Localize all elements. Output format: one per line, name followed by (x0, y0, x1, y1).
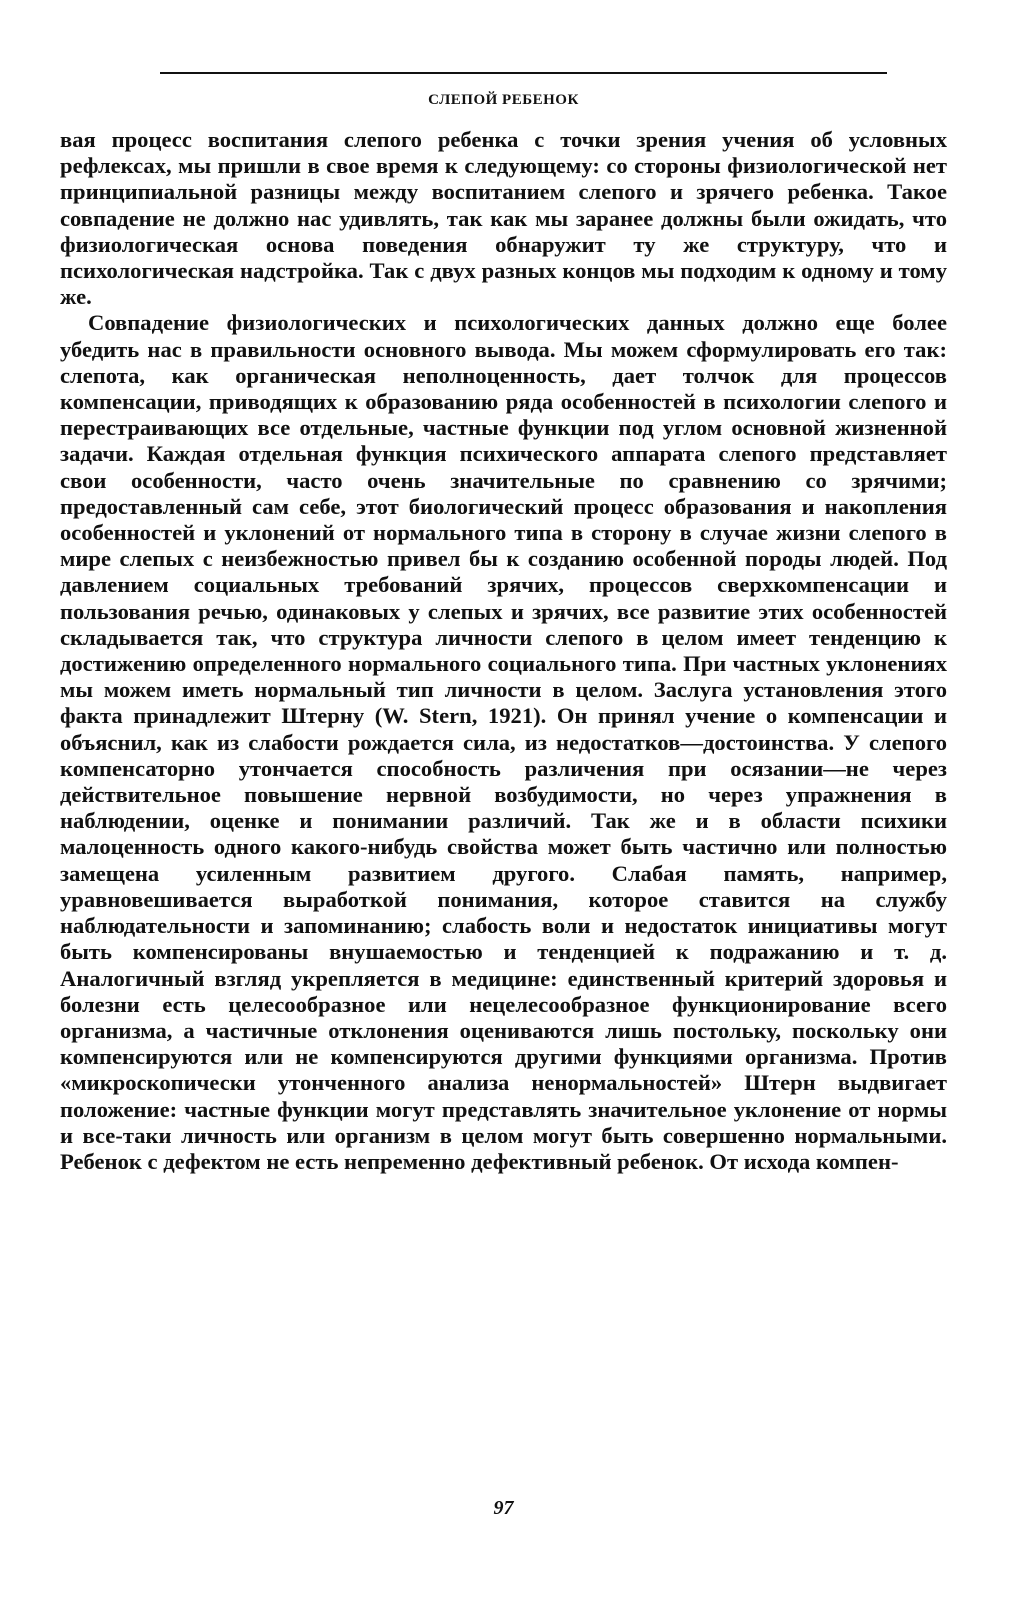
page-number: 97 (493, 1497, 514, 1519)
body-text (60, 127, 947, 1175)
paragraph: Совпадение физиологических и психологических данных должно еще более убедить нас в правильности основного вывода. Мы можем сформулировать его так: слепота, как органическая неполноценность, дает толчок для процессов компенсации, приводящих к образованию ряда особенностей в психологии слепого и перестраивающих все отдельные, частные функции под углом основной жизненной задачи. Каждая отдельная функция психического аппарата слепого представляет свои особенности, часто очень значительные по сравнению со зрячими; предоставленный сам себе, этот биологический процесс образования и накопления особенностей и уклонений от нормального типа в сторону в случае жизни слепого в мире слепых с неизбежностью привел бы к созданию особенной породы людей. Под давлением социальных требований зрячих, процессов сверхкомпенсации и пользования речью, одинаковых у слепых и зрячих, все развитие этих особенностей складывается так, что структура личности слепого в целом имеет тенденцию к достижению определенного нормального социального типа. При частных уклонениях мы можем иметь нормальный тип личности в целом. Заслуга установления этого факта принадлежит Штерну (W. Stern, 1921). Он принял учение о компенсации и объяснил, как из слабости рождается сила, из недостатков—достоинства. У слепого компенсаторно утончается способность различения при осязании—не через действительное повышение нервной возбудимости, но через упражнения в наблюдении, оценке и понимании различий. Так же и в области психики малоценность одного какого-нибудь свойства может быть частично или полностью замещена усиленным развитием другого. Слабая память, например, уравновешивается выработкой понимания, которое ставится на службу наблюдательности и запоминанию; слабость воли и недостаток инициативы могут быть компенсированы внушаемостью и тенденцией к подражанию и т. д. Аналогичный взгляд укрепляется в медицине: единственный критерий здоровья и болезни есть целесообразное или нецелесообразное функционирование всего организма, а частичные отклонения оцениваются лишь постольку, поскольку они компенсируются или не компенсируются другими функциями организма. Против «микроскопически утонченного анализа ненормальностей» Штерн выдвигает положение: частные функции могут представлять значительное уклонение от нормы и все-таки личность или организм в целом могут быть совершенно нормальными. Ребенок с дефектом не есть непременно дефективный ребенок. От исхода компен- (60, 310, 947, 1174)
paragraph-continuation: вая процесс воспитания слепого ребенка с точки зрения учения об условных рефлексах, мы пришли в свое время к следующему: со стороны физиологической нет принципиальной разницы между воспитанием слепого и зрячего ребенка. Такое совпадение не должно нас удивлять, так как мы заранее должны были ожидать, что физиологическая основа поведения обнаружит ту же структуру, что и психологическая надстройка. Так с двух разных концов мы подходим к одному и тому же. (60, 127, 947, 310)
header-rule (160, 72, 887, 74)
running-head: СЛЕПОЙ РЕБЕНОК (428, 92, 579, 108)
